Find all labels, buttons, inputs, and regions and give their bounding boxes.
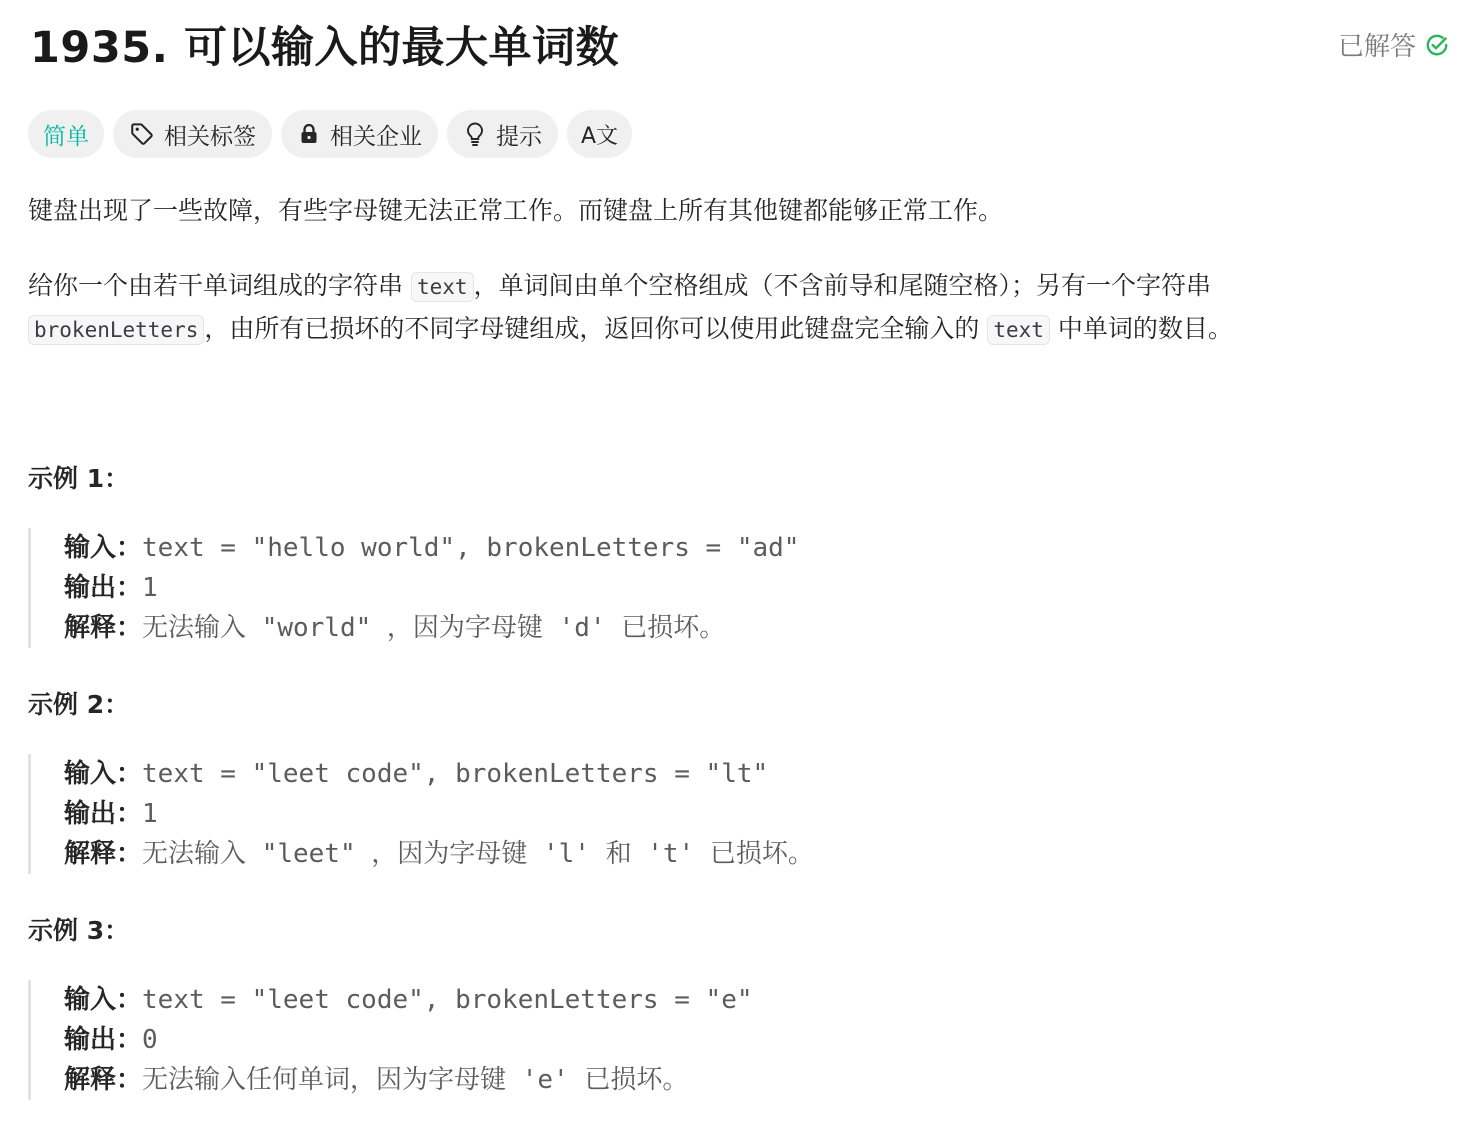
input-label: 输入：	[64, 533, 143, 563]
explanation-text: 无法输入任何单词，因为字母键	[142, 1065, 507, 1095]
example-output-line	[64, 568, 799, 608]
explanation-text: 已损坏。	[584, 1065, 689, 1095]
example-output-line	[64, 1020, 753, 1060]
input-label: 输入：	[64, 759, 143, 789]
example-2-title: 示例 2：	[28, 690, 130, 719]
solved-label: 已解答	[1337, 32, 1416, 62]
description-paragraph-1: 键盘出现了一些故障，有些字母键无法正常工作。而键盘上所有其他键都能够正常工作。	[28, 196, 1004, 225]
explain-label: 解释：	[64, 1065, 143, 1095]
lightbulb-icon	[463, 121, 487, 147]
explanation-text: ，因为字母键	[371, 839, 528, 869]
example-3-title: 示例 3：	[28, 916, 130, 945]
explanation-code: "leet"	[261, 839, 356, 869]
example-1-title: 示例 1：	[28, 464, 130, 493]
explanation-code: 'l'	[542, 839, 590, 869]
output-label: 输出：	[64, 799, 143, 829]
lock-icon	[297, 122, 321, 146]
inline-code: brokenLetters	[28, 315, 204, 345]
tag-bar	[28, 110, 641, 158]
explain-label: 解释：	[64, 839, 143, 869]
input-label: 输入：	[64, 985, 143, 1015]
example-input: text = "hello world", brokenLetters = "ad"	[142, 533, 800, 563]
example-input: text = "leet code", brokenLetters = "lt"	[142, 759, 769, 789]
example-input: text = "leet code", brokenLetters = "e"	[142, 985, 753, 1015]
related-tags-button[interactable]	[113, 110, 272, 158]
explanation-text: 无法输入	[142, 613, 247, 643]
explanation-text: 无法输入	[142, 839, 247, 869]
example-2-block	[28, 754, 814, 874]
example-output: 0	[142, 1025, 158, 1055]
example-input-line	[64, 528, 799, 568]
explanation-code: "world"	[261, 613, 372, 643]
example-1-block	[28, 528, 799, 648]
explanation-code: 'e'	[521, 1065, 569, 1095]
explanation-text: 已损坏。	[621, 613, 726, 643]
check-circle-icon	[1424, 32, 1450, 58]
example-3-block	[28, 980, 753, 1100]
explanation-text: 已损坏。	[709, 839, 814, 869]
difficulty-badge[interactable]	[28, 110, 104, 158]
explain-label: 解释：	[64, 613, 143, 643]
related-companies-label: 相关企业	[330, 123, 422, 150]
explanation-code: 'd'	[558, 613, 606, 643]
example-input-line	[64, 754, 814, 794]
example-explanation-line	[64, 1060, 753, 1100]
translate-icon: A文	[581, 123, 619, 149]
description-text: ，单词间由单个空格组成（不含前导和尾随空格）；另有一个字符串	[473, 271, 1212, 300]
explanation-code: 't'	[647, 839, 695, 869]
description-text: ，由所有已损坏的不同字母键组成，返回你可以使用此键盘完全输入的	[204, 314, 980, 343]
inline-code: text	[411, 272, 474, 302]
example-explanation-line	[64, 834, 814, 874]
output-label: 输出：	[64, 573, 143, 603]
translate-button[interactable]	[567, 110, 632, 158]
problem-title: 1935. 可以输入的最大单词数	[30, 23, 619, 73]
example-output: 1	[142, 799, 158, 829]
description-text: 给你一个由若干单词组成的字符串	[28, 271, 404, 300]
related-companies-button[interactable]	[281, 110, 438, 158]
inline-code: text	[987, 315, 1050, 345]
example-output: 1	[142, 573, 158, 603]
hint-label: 提示	[496, 123, 542, 150]
description-text: 中单词的数目。	[1057, 314, 1233, 343]
example-output-line	[64, 794, 814, 834]
explanation-text: ，因为字母键	[386, 613, 543, 643]
example-input-line	[64, 980, 753, 1020]
related-tags-label: 相关标签	[164, 123, 256, 150]
solved-status	[1338, 26, 1450, 63]
hint-button[interactable]	[447, 110, 558, 158]
explanation-text: 和	[605, 839, 632, 869]
description-paragraph-2	[28, 265, 1428, 351]
output-label: 输出：	[64, 1025, 143, 1055]
example-explanation-line	[64, 608, 799, 648]
difficulty-label: 简单	[43, 123, 89, 150]
tag-icon	[129, 121, 155, 147]
